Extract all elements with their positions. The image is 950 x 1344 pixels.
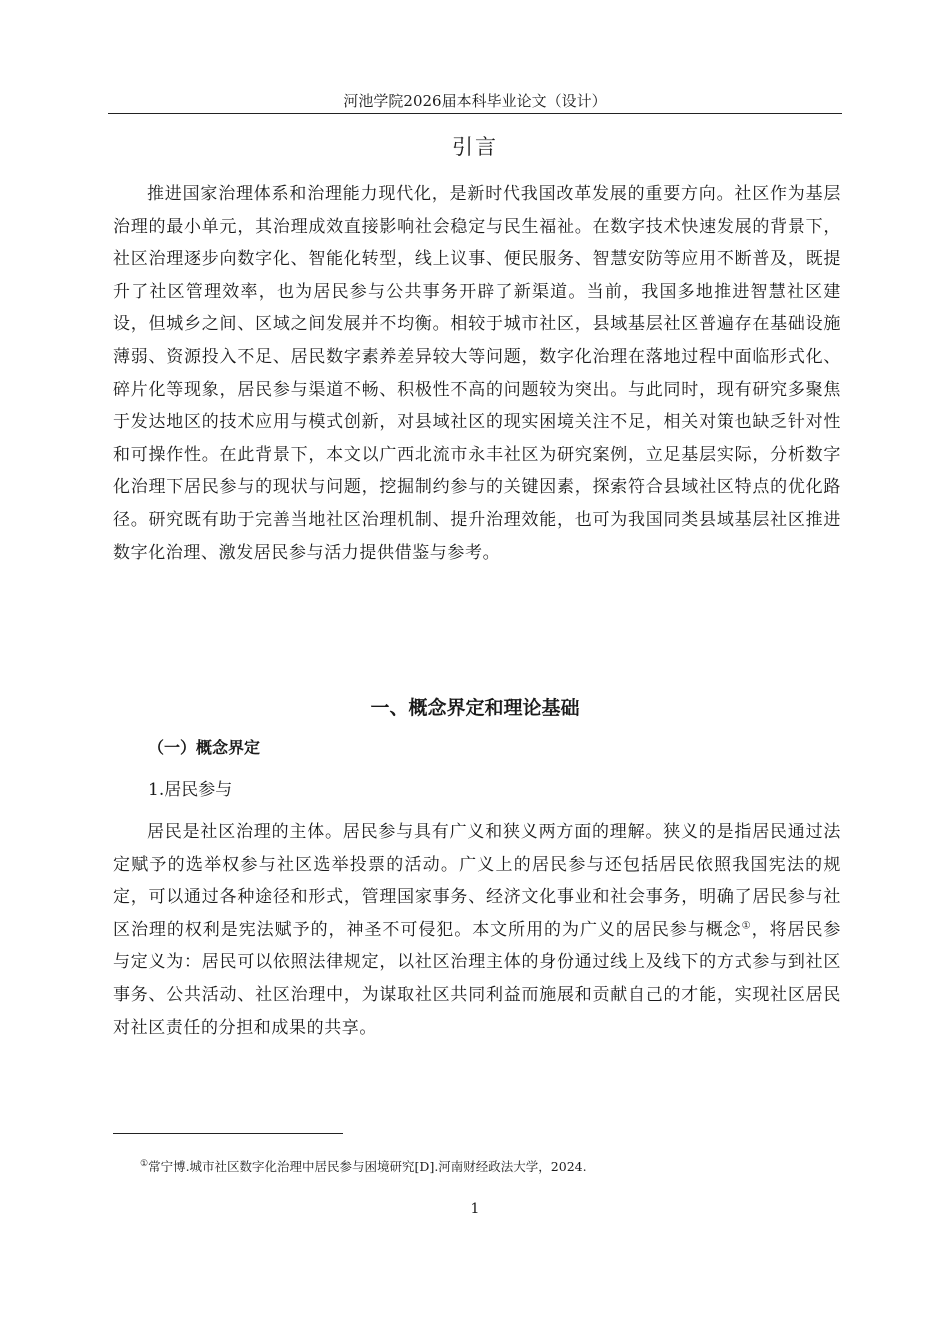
section-heading: 一、概念界定和理论基础	[370, 697, 580, 719]
resident-participation-paragraph	[113, 816, 841, 1044]
intro-heading: 引言	[452, 135, 498, 159]
item-title: 1.居民参与	[148, 780, 233, 800]
footnote-mark: ①	[140, 1158, 149, 1169]
footnote-divider	[113, 1133, 343, 1134]
intro-paragraph: 推进国家治理体系和治理能力现代化，是新时代我国改革发展的重要方向。社区作为基层治理的最小单元，其治理成效直接影响社会稳定与民生福祉。在数字技术快速发展的背景下，社区治理逐步向数字化、智能化转型，线上议事、便民服务、智慧安防等应用不断普及，既提升了社区管理效率，也为居民参与公共事务开辟了新渠道。当前，我国多地推进智慧社区建设，但城乡之间、区域之间发展并不均衡。相较于城市社区，县域基层社区普遍存在基础设施薄弱、资源投入不足、居民数字素养差异较大等问题，数字化治理在落地过程中面临形式化、碎片化等现象，居民参与渠道不畅、积极性不高的问题较为突出。与此同时，现有研究多聚焦于发达地区的技术应用与模式创新，对县域社区的现实困境关注不足，相关对策也缺乏针对性和可操作性。在此背景下，本文以广西北流市永丰社区为研究案例，立足基层实际，分析数字化治理下居民参与的现状与问题，挖掘制约参与的关键因素，探索符合县域社区特点的优化路径。研究既有助于完善当地社区治理机制、提升治理效能，也可为我国同类县域基层社区推进数字化治理、激发居民参与活力提供借鉴与参考。	[113, 184, 841, 563]
header-divider	[108, 113, 842, 114]
page-header: 河池学院2026届本科毕业论文（设计）	[343, 92, 607, 110]
footnote	[140, 1158, 587, 1176]
page-number: 1	[470, 1201, 480, 1217]
paragraph-text-part1: 居民是社区治理的主体。居民参与具有广义和狭义两方面的理解。狭义的是指居民通过法定赋予的选举权参与社区选举投票的活动。广义上的居民参与还包括居民依照我国宪法的规定，可以通过各种途径和形式，管理国家事务、经济文化事业和社会事务，明确了居民参与社区治理的权利是宪法赋予的，神圣不可侵犯。本文所用的为广义的居民参与概念	[113, 822, 841, 940]
footnote-reference[interactable]: ①	[741, 920, 752, 932]
footnote-text: 常宁博.城市社区数字化治理中居民参与困境研究[D].河南财经政法大学，2024.	[148, 1159, 587, 1174]
paragraph-text-part2: ，将居民参与定义为：居民可以依照法律规定，以社区治理主体的身份通过线上及线下的方式参与到社区事务、公共活动、社区治理中，为谋取社区共同利益而施展和贡献自己的才能，实现社区居民对社区责任的分担和成果的共享。	[113, 919, 842, 1038]
subsection-heading: （一）概念界定	[148, 738, 261, 757]
